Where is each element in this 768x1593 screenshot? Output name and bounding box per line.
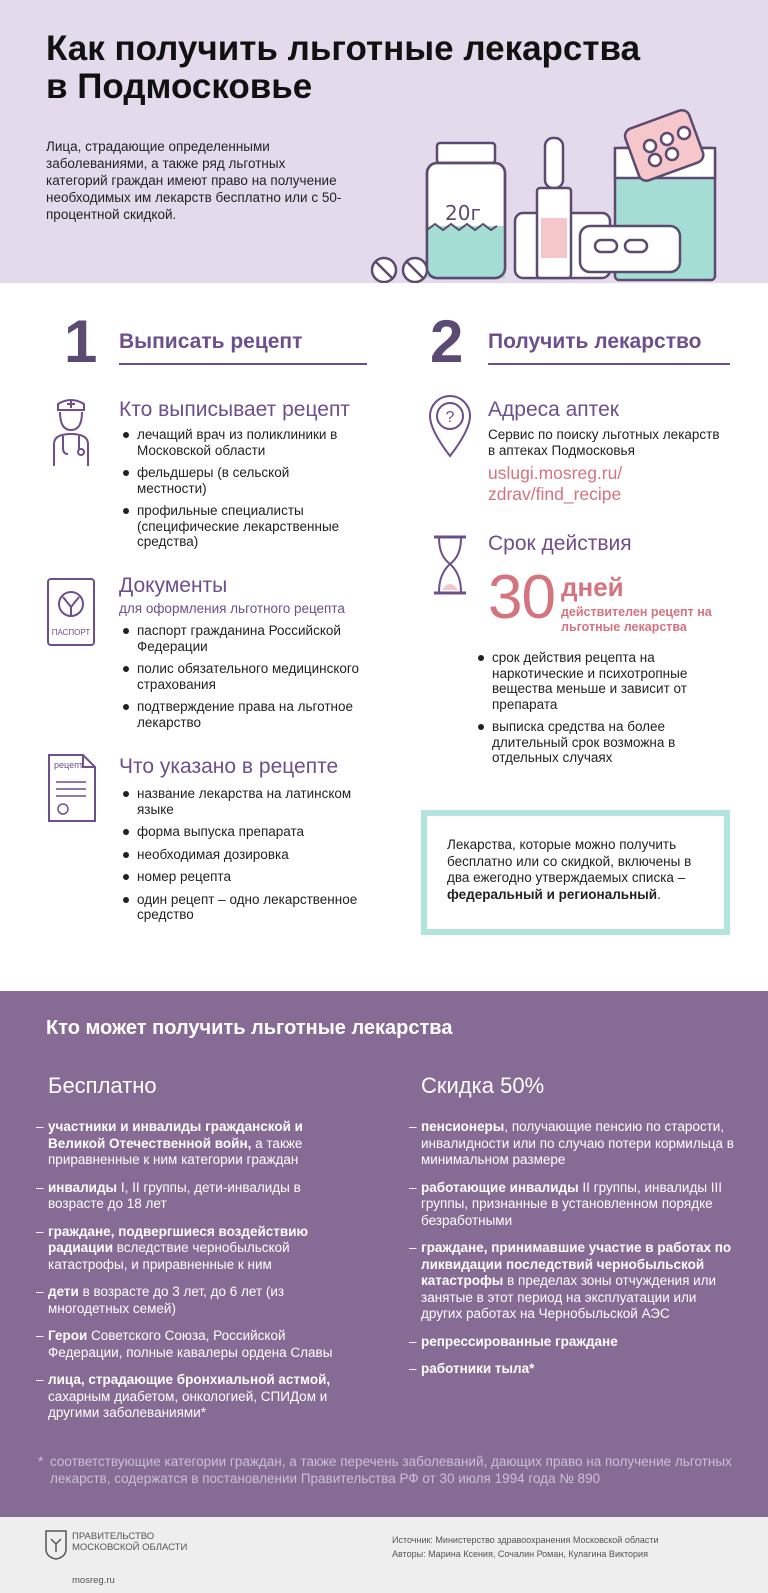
list-item: форма выпуска препарата [121,824,361,840]
footer [0,1517,768,1593]
list-item: срок действия рецепта на наркотические и психотропные вещества меньше и зависит от препарата [476,650,726,712]
page-title: Как получить льготные лекарства в Подмосковье [46,29,641,106]
who-can-section [0,991,768,1517]
validity-note: действителен рецепт на льготные лекарства [561,605,712,634]
list-item: лечащий врач из поликлиники в Московской области [121,427,361,458]
prescription-icon [46,752,98,824]
validity-number: 30 [488,563,555,632]
list-item: паспорт гражданина Российской Федерации [121,623,361,654]
list-item: – репрессированные граждане [409,1334,734,1351]
list-item: – лица, страдающие бронхиальной астмой, сахарным диабетом, онкологией, СПИДом и другими заболеваниями* [36,1372,336,1422]
pill-blister-icon [580,226,680,272]
step-1-title: Выписать рецепт [119,330,303,353]
list-item: – работники тыла* [409,1361,734,1378]
list-item: – пенсионеры, получающие пенсию по старости, инвалидности или по случаю потери кормильца в минимальном размере [409,1119,734,1169]
prescription-label: рецепт [54,760,84,770]
jar-label: 20г [445,201,481,225]
list-item: – Герои Советского Союза, Российской Федерации, полные кавалеры ордена Славы [36,1328,336,1361]
validity-unit: дней [561,572,624,602]
list-item: выписка средства на более длительный срок возможна в отдельных случаях [476,719,726,766]
validity-heading: Срок действия [488,532,632,555]
medicine-illustration [365,108,735,283]
list-item: подтверждение права на льготное лекарство [121,699,361,730]
list-item: – граждане, подвергшиеся воздействию радиации вследствие чернобыльской катастрофы, и приравненные к ним [36,1224,336,1274]
discount-list [409,1119,734,1389]
list-item: один рецепт – одно лекарственное средство [121,892,361,923]
list-item: необходимая дозировка [121,847,361,863]
step-2-divider [488,363,730,365]
who-can-heading: Кто может получить льготные лекарства [46,1017,453,1039]
documents-heading: Документы [119,574,228,597]
list-item: профильные специалисты (специфические лекарственные средства) [121,503,361,550]
header-banner [0,0,768,283]
discount-heading: Скидка 50% [421,1073,545,1098]
recipe-list [121,786,361,930]
map-pin-icon [428,394,472,458]
hourglass-icon [432,534,468,596]
list-item: – работающие инвалиды II группы, инвалиды III группы, признанные в установленном порядке безработными [409,1180,734,1230]
who-writes-list [121,427,361,557]
pill-icon [372,258,427,282]
list-item: номер рецепта [121,869,361,885]
free-heading: Бесплатно [48,1073,157,1098]
lead-text: Лица, страдающие определенными заболеваниями, а также ряд льготных категорий граждан имеют право на получение необходимых им лекарств бесплатно или с 50-процентной скидкой. [46,139,342,222]
pharmacy-search-link[interactable]: uslugi.mosreg.ru/ zdrav/find_recipe [488,463,623,504]
lists-info-box: Лекарства, которые можно получить бесплатно или со скидкой, включены в два ежегодно утверждаемых списка – федеральный и региональный. [421,810,730,935]
list-item: фельдшеры (в сельской местности) [121,465,361,496]
footnote: * соответствующие категории граждан, а также перечень заболеваний, дающих право на получение льготных лекарств, содержатся в постановлении Правительства РФ от 30 июля 1994 года № 890 [38,1454,732,1486]
site-link[interactable]: mosreg.ru [72,1575,115,1586]
list-item: название лекарства на латинском языке [121,786,361,817]
pharmacies-heading: Адреса аптек [488,398,619,421]
pharmacy-service-text: Сервис по поиску льготных лекарств в аптеках Подмосковья [488,427,720,458]
documents-note: для оформления льготного рецепта [119,601,345,616]
recipe-heading: Что указано в рецепте [119,755,339,778]
list-item: – инвалиды I, II группы, дети-инвалиды в возрасте до 18 лет [36,1180,336,1213]
source-credits: Источник: Министерство здравоохранения Московской области Авторы: Марина Ксения, Сочалин Роман, Кулагина Виктория [392,1535,659,1559]
passport-icon [46,577,96,649]
list-item: – участники и инвалиды гражданской и Великой Отечественной войн, а также приравненные к ним категории граждан [36,1119,336,1169]
who-writes-heading: Кто выписывает рецепт [119,398,350,421]
step-1-divider [119,363,367,365]
doctor-icon [46,396,96,470]
gov-logo-text: ПРАВИТЕЛЬСТВО МОСКОВСКОЙ ОБЛАСТИ [72,1531,188,1553]
list-item: – граждане, принимавшие участие в работах по ликвидации последствий чернобыльской катастрофы в пределах зоны отчуждения или занятые в этот период на эксплуатации или других работах на Чернобыльской АЭС [409,1240,734,1323]
list-item: – дети в возрасте до 3 лет, до 6 лет (из многодетных семей) [36,1284,336,1317]
documents-list [121,623,361,737]
step-2-title: Получить лекарство [488,330,702,353]
step-2-number: 2 [430,308,464,375]
svg-text:?: ? [445,409,455,426]
free-list [36,1119,336,1433]
list-item: полис обязательного медицинского страхования [121,661,361,692]
validity-list [476,650,726,773]
step-1-number: 1 [64,308,98,375]
passport-label: ПАСПОРТ [51,628,91,637]
coat-of-arms-icon [44,1529,68,1561]
